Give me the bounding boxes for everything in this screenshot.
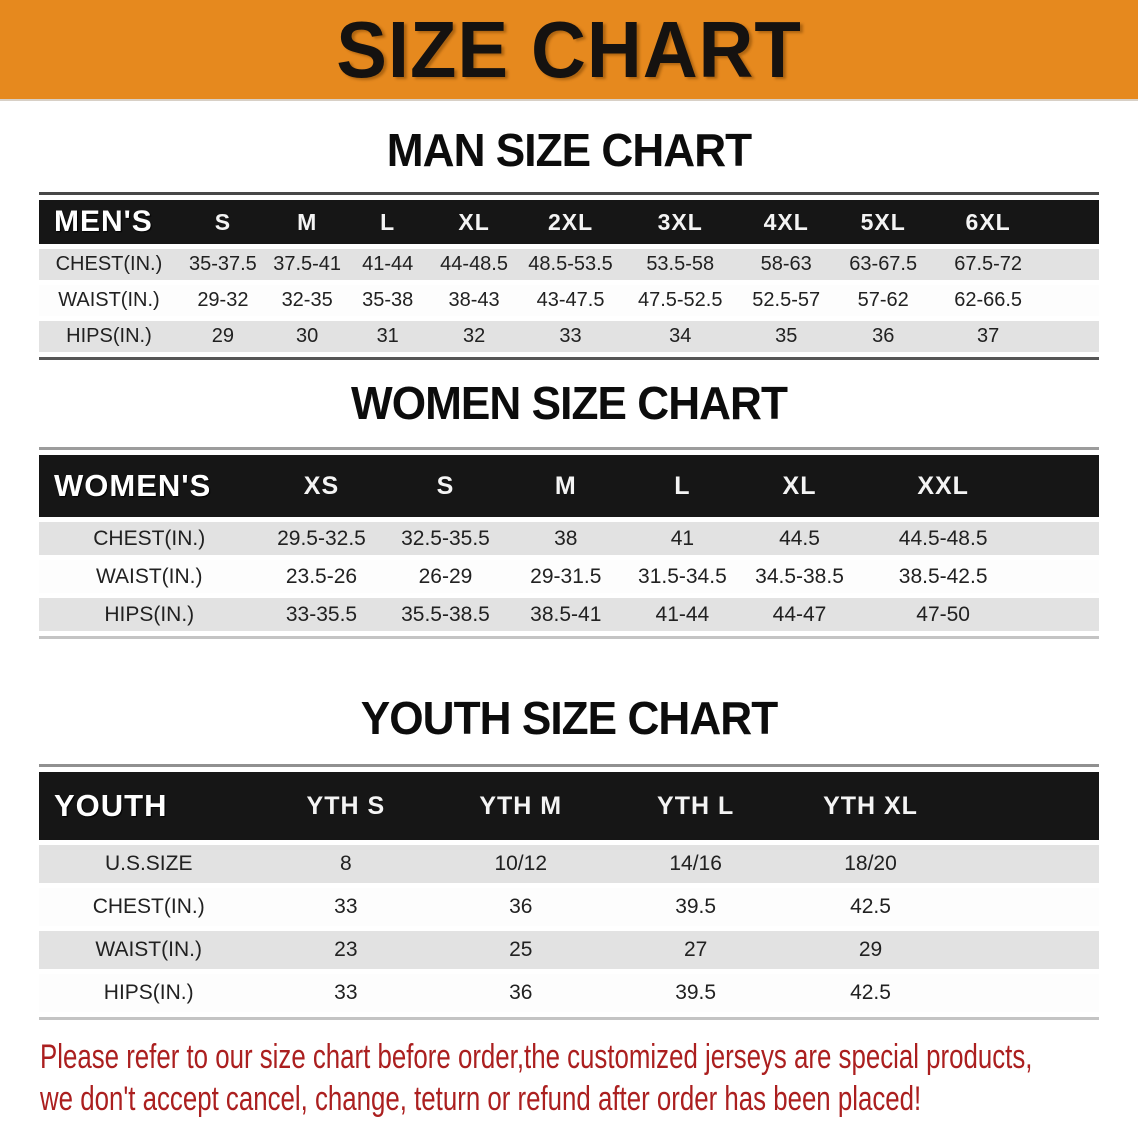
size-value-cell: 41 (670, 526, 695, 550)
size-value-cell: 53.5-58 (646, 253, 715, 275)
youth-section-title: YOUTH SIZE CHART (360, 692, 778, 744)
size-value-cell: 63-67.5 (849, 253, 918, 275)
men-size-table (39, 192, 1099, 360)
size-column-header: M (508, 455, 625, 517)
size-value-cell: 34.5-38.5 (755, 564, 844, 588)
size-value-cell: 67.5-72 (954, 253, 1023, 275)
size-value-cell: 30 (296, 325, 319, 347)
table-row (39, 249, 1099, 280)
table-row (39, 285, 1099, 316)
size-value-cell: 41-44 (655, 602, 710, 626)
size-column-header: 2XL (520, 200, 621, 244)
size-value-cell: 39.5 (675, 895, 717, 918)
table-row (39, 321, 1099, 352)
women-section-title: WOMEN SIZE CHART (350, 377, 788, 429)
size-value-cell: 41-44 (362, 253, 414, 275)
header-spacer-cell (1043, 200, 1099, 244)
row-spacer-cell (1043, 249, 1099, 280)
size-value-cell: 29.5-32.5 (277, 526, 366, 550)
size-value-cell: 14/16 (669, 852, 722, 875)
table-row (39, 845, 1099, 883)
row-spacer-cell (1028, 560, 1099, 593)
row-spacer-cell (958, 974, 1099, 1012)
section-youth (0, 692, 1138, 1020)
table-row (39, 888, 1099, 926)
size-value-cell: 29 (858, 938, 883, 961)
size-column-header: XS (259, 455, 383, 517)
size-value-cell: 27 (683, 938, 708, 961)
disclaimer (40, 1036, 1138, 1120)
size-value-cell: 31.5-34.5 (638, 564, 727, 588)
men-section-title: MAN SIZE CHART (386, 124, 752, 176)
size-column-header: YTH M (433, 772, 608, 840)
row-label: CHEST(IN.) (55, 253, 163, 275)
table-header-row (39, 200, 1099, 244)
size-value-cell: 38-43 (448, 289, 500, 311)
size-value-cell: 42.5 (850, 981, 891, 1004)
size-value-cell: 31 (376, 325, 399, 347)
size-value-cell: 37.5-41 (273, 253, 342, 275)
size-column-header: L (347, 200, 428, 244)
row-label: HIPS(IN.) (103, 981, 194, 1004)
row-spacer-cell (958, 845, 1099, 883)
row-label: HIPS(IN.) (104, 602, 195, 626)
size-value-cell: 35 (775, 325, 798, 347)
size-value-cell: 44.5 (779, 526, 820, 550)
size-value-cell: 25 (509, 938, 533, 961)
size-value-cell: 29-31.5 (530, 564, 602, 588)
size-value-cell: 39.5 (675, 981, 717, 1004)
size-value-cell: 44-48.5 (440, 253, 508, 275)
table-corner-label: MEN'S (39, 200, 179, 244)
size-column-header: XL (741, 455, 859, 517)
size-value-cell: 32.5-35.5 (401, 526, 490, 550)
row-spacer-cell (1043, 321, 1099, 352)
disclaimer-line-1: Please refer to our size chart before order,the customized jerseys are special products, (40, 1038, 1033, 1076)
size-value-cell: 23.5-26 (285, 564, 358, 588)
table-row (39, 522, 1099, 555)
size-column-header: M (267, 200, 348, 244)
table-row (39, 560, 1099, 593)
size-column-header: XXL (858, 455, 1028, 517)
size-value-cell: 33 (559, 325, 582, 347)
size-column-header: 5XL (833, 200, 934, 244)
size-value-cell: 37 (977, 325, 1000, 347)
size-value-cell: 26-29 (418, 564, 473, 588)
size-value-cell: 36 (509, 895, 533, 918)
table-corner-label: WOMEN'S (39, 455, 259, 517)
row-label: WAIST(IN.) (58, 289, 160, 311)
row-label: CHEST(IN.) (93, 526, 206, 550)
size-column-header: YTH S (258, 772, 433, 840)
row-spacer-cell (958, 888, 1099, 926)
table-row (39, 974, 1099, 1012)
header-spacer-cell (1028, 455, 1099, 517)
size-value-cell: 47.5-52.5 (637, 289, 723, 311)
size-value-cell: 38.5-42.5 (898, 564, 988, 588)
table-row (39, 598, 1099, 631)
size-value-cell: 58-63 (760, 253, 812, 275)
size-column-header: YTH L (608, 772, 783, 840)
size-value-cell: 32 (462, 325, 486, 347)
size-value-cell: 38.5-41 (530, 602, 602, 626)
table-corner-label: YOUTH (39, 772, 258, 840)
size-value-cell: 23 (334, 938, 358, 961)
size-column-header: L (624, 455, 741, 517)
size-value-cell: 32-35 (281, 289, 333, 311)
size-value-cell: 33 (334, 895, 358, 918)
size-value-cell: 29 (211, 325, 235, 347)
size-column-header: 6XL (934, 200, 1043, 244)
size-value-cell: 18/20 (844, 852, 897, 875)
youth-size-table (39, 764, 1099, 1020)
table-header-row (39, 455, 1099, 517)
size-column-header: S (383, 455, 507, 517)
disclaimer-line-2: we don't accept cancel, change, teturn or refund after order has been placed! (40, 1080, 922, 1118)
page-title: SIZE CHART (336, 4, 802, 94)
section-men (0, 124, 1138, 360)
size-value-cell: 44.5-48.5 (898, 526, 988, 550)
size-value-cell: 34 (669, 325, 692, 347)
size-value-cell: 8 (340, 852, 352, 875)
size-value-cell: 33-35.5 (285, 602, 358, 626)
size-value-cell: 44-47 (772, 602, 827, 626)
size-column-header: 4XL (740, 200, 833, 244)
size-value-cell: 36 (872, 325, 895, 347)
section-women (0, 377, 1138, 639)
size-column-header: XL (428, 200, 520, 244)
size-value-cell: 42.5 (850, 895, 891, 918)
size-value-cell: 10/12 (494, 852, 548, 875)
size-column-header: 3XL (621, 200, 740, 244)
row-label: WAIST(IN.) (95, 564, 203, 588)
table-row (39, 931, 1099, 969)
row-label: U.S.SIZE (104, 852, 193, 875)
table-header-row (39, 772, 1099, 840)
size-column-header: S (179, 200, 267, 244)
row-label: WAIST(IN.) (95, 938, 202, 961)
size-value-cell: 43-47.5 (536, 289, 605, 311)
size-value-cell: 62-66.5 (954, 289, 1023, 311)
size-value-cell: 36 (509, 981, 533, 1004)
size-value-cell: 35-37.5 (188, 253, 257, 275)
row-spacer-cell (1043, 285, 1099, 316)
women-size-table (39, 447, 1099, 639)
row-spacer-cell (1028, 522, 1099, 555)
size-column-header: YTH XL (783, 772, 958, 840)
size-value-cell: 48.5-53.5 (528, 253, 613, 275)
row-label: CHEST(IN.) (92, 895, 205, 918)
size-value-cell: 35-38 (362, 289, 414, 311)
size-value-cell: 52.5-57 (752, 289, 821, 311)
size-value-cell: 47-50 (916, 602, 970, 626)
size-value-cell: 35.5-38.5 (401, 602, 490, 626)
size-value-cell: 57-62 (857, 289, 909, 311)
banner (0, 0, 1138, 101)
size-value-cell: 33 (334, 981, 358, 1004)
row-spacer-cell (1028, 598, 1099, 631)
size-value-cell: 38 (554, 526, 578, 550)
row-spacer-cell (958, 931, 1099, 969)
row-label: HIPS(IN.) (66, 325, 152, 347)
header-spacer-cell (958, 772, 1099, 840)
size-value-cell: 29-32 (197, 289, 249, 311)
